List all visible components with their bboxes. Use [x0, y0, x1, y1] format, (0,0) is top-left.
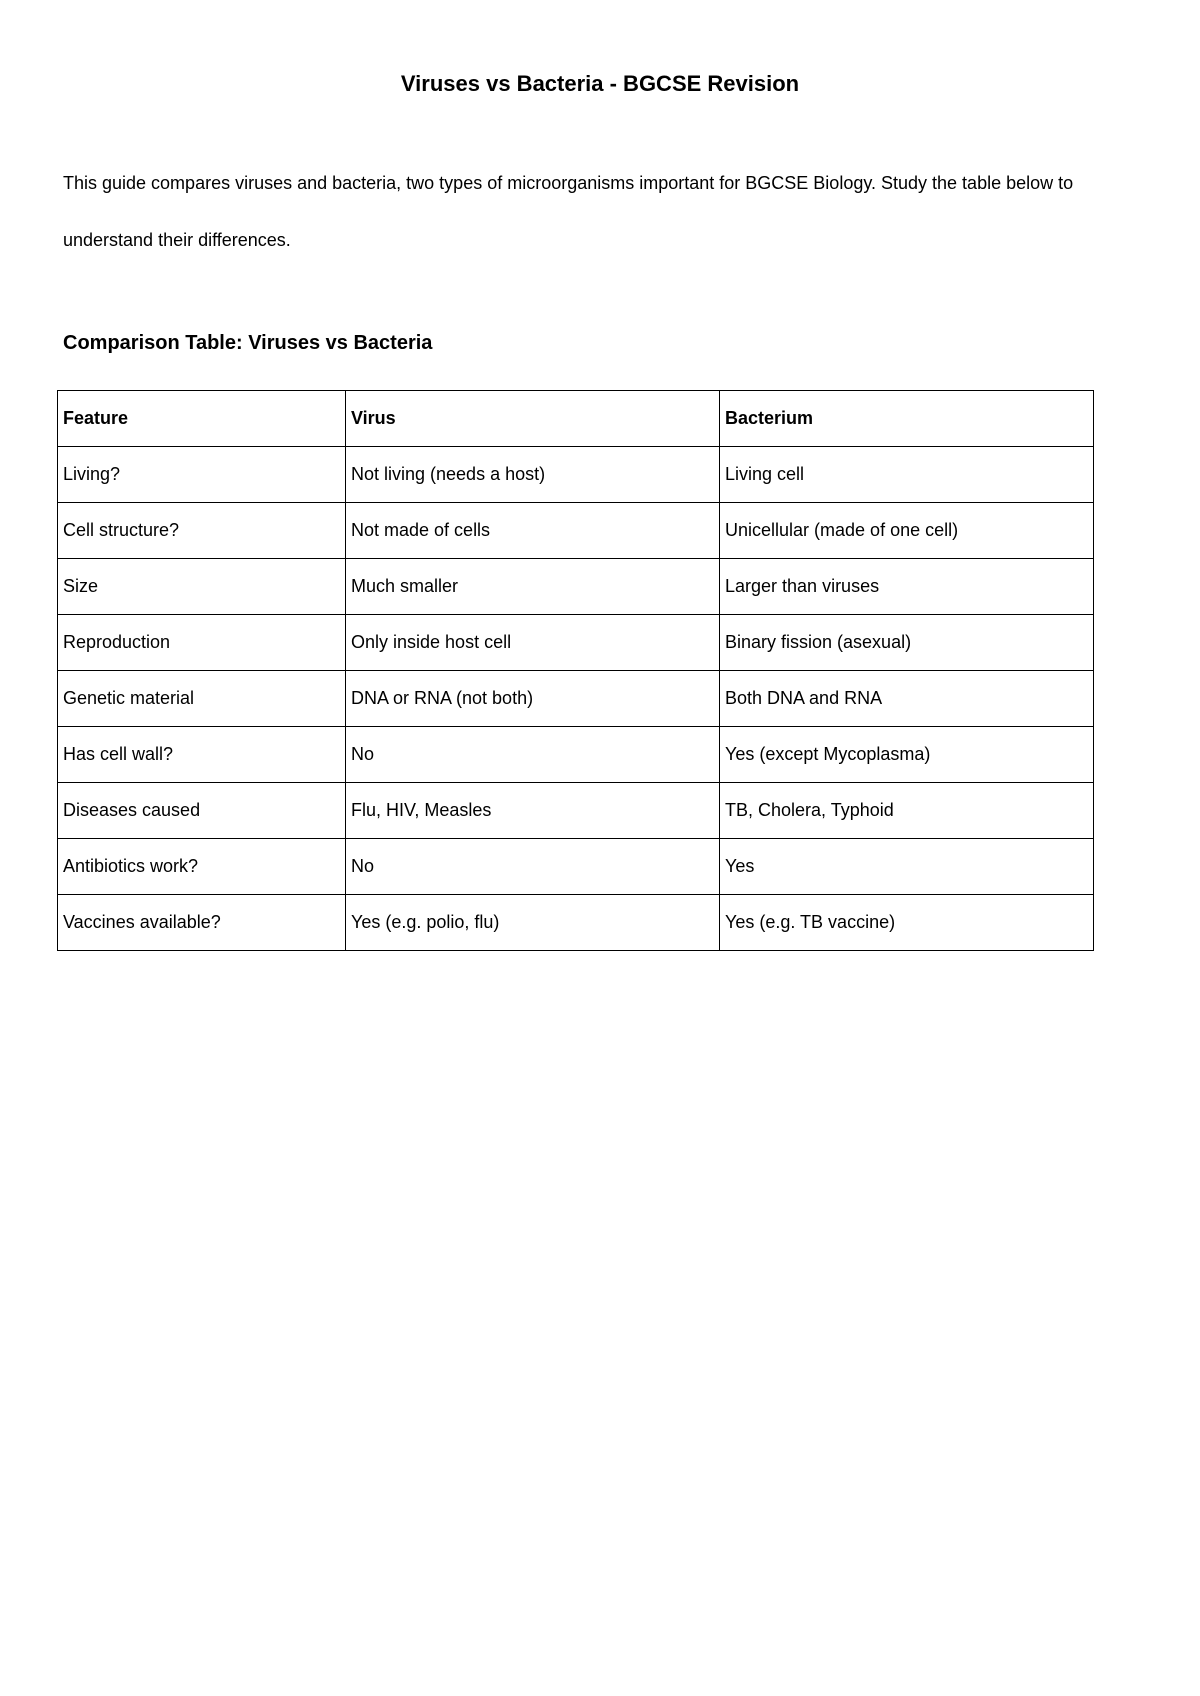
bacterium-cell: Both DNA and RNA: [720, 671, 1094, 727]
column-header-feature: Feature: [58, 391, 346, 447]
feature-cell: Cell structure?: [58, 503, 346, 559]
bacterium-cell: TB, Cholera, Typhoid: [720, 783, 1094, 839]
virus-cell: Much smaller: [346, 559, 720, 615]
bacterium-cell: Yes: [720, 839, 1094, 895]
feature-cell: Size: [58, 559, 346, 615]
table-header-row: [58, 391, 1094, 447]
virus-cell: Flu, HIV, Measles: [346, 783, 720, 839]
table-row: [58, 447, 1094, 503]
virus-cell: DNA or RNA (not both): [346, 671, 720, 727]
table-row: [58, 671, 1094, 727]
table-row: [58, 839, 1094, 895]
document-title: Viruses vs Bacteria - BGCSE Revision: [400, 71, 800, 96]
comparison-table: [57, 390, 1094, 951]
column-header-bacterium: Bacterium: [720, 391, 1094, 447]
bacterium-cell: Yes (except Mycoplasma): [720, 727, 1094, 783]
table-row: [58, 727, 1094, 783]
bacterium-cell: Binary fission (asexual): [720, 615, 1094, 671]
bacterium-cell: Yes (e.g. TB vaccine): [720, 895, 1094, 951]
feature-cell: Living?: [58, 447, 346, 503]
feature-cell: Antibiotics work?: [58, 839, 346, 895]
table-row: [58, 895, 1094, 951]
virus-cell: No: [346, 839, 720, 895]
feature-cell: Diseases caused: [58, 783, 346, 839]
table-row: [58, 559, 1094, 615]
virus-cell: Not made of cells: [346, 503, 720, 559]
feature-cell: Vaccines available?: [58, 895, 346, 951]
feature-cell: Has cell wall?: [58, 727, 346, 783]
virus-cell: No: [346, 727, 720, 783]
feature-cell: Genetic material: [58, 671, 346, 727]
feature-cell: Reproduction: [58, 615, 346, 671]
bacterium-cell: Living cell: [720, 447, 1094, 503]
table-row: [58, 783, 1094, 839]
virus-cell: Only inside host cell: [346, 615, 720, 671]
bacterium-cell: Unicellular (made of one cell): [720, 503, 1094, 559]
table-row: [58, 615, 1094, 671]
virus-cell: Not living (needs a host): [346, 447, 720, 503]
intro-paragraph: This guide compares viruses and bacteria, two types of microorganisms important for BGCSE Biology. Study the table below to understand their differences.: [63, 173, 1074, 250]
table-row: [58, 503, 1094, 559]
bacterium-cell: Larger than viruses: [720, 559, 1094, 615]
column-header-virus: Virus: [346, 391, 720, 447]
section-heading: Comparison Table: Viruses vs Bacteria: [63, 332, 433, 354]
virus-cell: Yes (e.g. polio, flu): [346, 895, 720, 951]
